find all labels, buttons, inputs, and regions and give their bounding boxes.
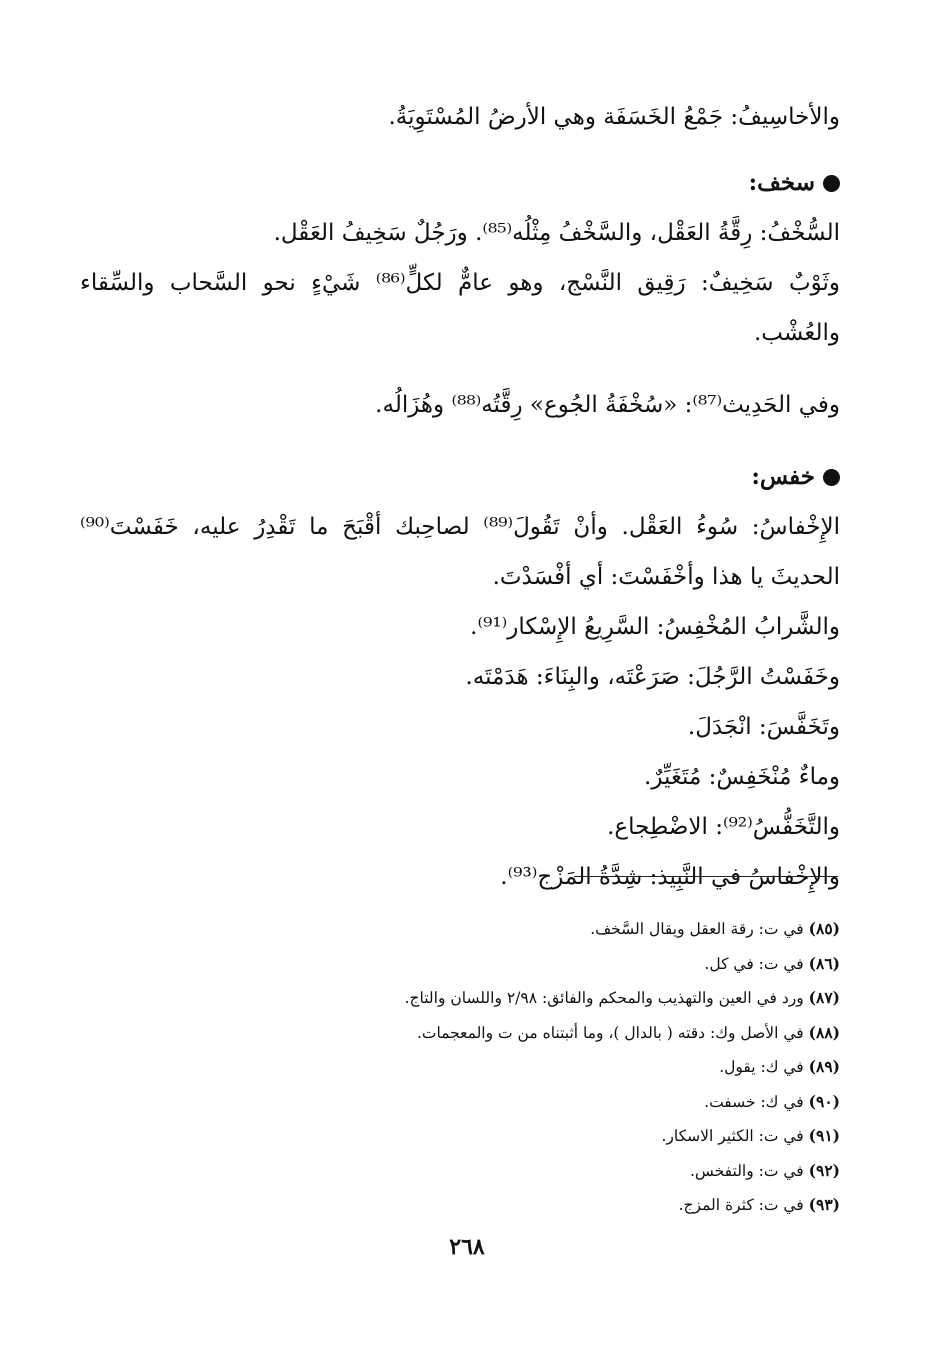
footnote-text: في الأصل وك: دقته ( بالدال )، وما أثبتناه من ت والمعجمات.	[416, 1023, 804, 1042]
footnote-text: في ك: خسفت.	[704, 1092, 804, 1111]
page-number: ٢٦٨	[449, 1234, 485, 1260]
footnote-text: في ت: كثرة المزج.	[678, 1196, 804, 1214]
footnote-number: (٩٠)	[808, 1091, 840, 1111]
text-line: والإِخْفاسُ في النَّبِيذ: شِدَّةُ المَزْج⁽⁹³⁾.	[500, 864, 840, 890]
text-line: والتَّخَفُّسُ⁽⁹²⁾: الاضْطِجاع.	[607, 814, 840, 840]
text-paragraph: وثَوْبٌ سَخِيفٌ: رَقِيق النَّسْج، وهو عامٌّ لكلٍّ⁽⁸⁶⁾ شَيْءٍ نحو السَّحاب والسِّقاء والعُشْب.	[80, 270, 840, 346]
entry-heading	[80, 158, 840, 208]
footnote-divider	[574, 876, 838, 877]
footnote-number: (٨٦)	[808, 953, 840, 973]
text-line: والأخاسِيفُ: جَمْعُ الخَسَفَة وهي الأرضُ المُسْتَوِيَةُ.	[388, 104, 840, 130]
footnote-number: (٩٢)	[808, 1160, 840, 1180]
footnote	[200, 981, 840, 1016]
entry-heading	[80, 452, 840, 502]
heading-label: خفس:	[751, 463, 815, 490]
footnote-number: (٨٧)	[808, 988, 840, 1007]
footnote-text: في ت: والتفخس.	[689, 1161, 804, 1180]
footnote-text: في ت: رقة العقل ويقال السَّخف.	[590, 920, 804, 938]
text-line: وفي الحَدِيث⁽⁸⁷⁾: «سُخْفَةُ الجُوع» رِقَّتُه⁽⁸⁸⁾ وهُزَالُه.	[375, 392, 840, 418]
text-line: وماءٌ مُنْخَفِسٌ: مُتَغَيِّرٌ.	[644, 764, 840, 790]
footnote	[200, 1188, 840, 1223]
main-text	[80, 92, 840, 902]
heading-label: سخف:	[748, 169, 815, 196]
footnote-number: (٨٥)	[808, 919, 840, 938]
footnote-text: في ك: يقول.	[719, 1058, 804, 1076]
footnote-number: (٨٩)	[808, 1057, 840, 1076]
text-line: وتَخَفَّسَ: انْجَدَلَ.	[687, 714, 840, 740]
text-line: والشَّرابُ المُخْفِسُ: السَّرِيعُ الإِسْكار⁽⁹¹⁾.	[470, 614, 840, 640]
footnotes	[200, 912, 840, 1223]
footnote	[200, 1119, 840, 1154]
footnote	[200, 947, 840, 982]
footnote	[200, 1016, 840, 1051]
text-paragraph: الإِخْفاسُ: سُوءُ العَقْل. وأنْ تَقُولَ⁽⁸⁹⁾ لصاحِبك أقْبَحَ ما تَقْدِرُ عليه، خَفَسْتَ⁽⁹⁰⁾ الحديثَ يا هذا وأخْفَسْتَ: أي أفْسَدْتَ.	[80, 514, 841, 590]
footnote-text: في ت: الكثير الاسكار.	[661, 1127, 804, 1145]
text-line: وخَفَسْتُ الرَّجُلَ: صَرَعْتَه، والبِنَاءَ: هَدَمْتَه.	[465, 664, 840, 690]
text-line: السُّخْفُ: رِقَّةُ العَقْل، والسَّخْفُ مِثْلُه⁽⁸⁵⁾. ورَجُلٌ سَخِيفُ العَقْل.	[273, 220, 840, 246]
footnote	[200, 1050, 840, 1085]
bullet-icon	[823, 469, 840, 486]
footnote	[200, 912, 840, 947]
footnote-number: (٩٣)	[808, 1195, 840, 1214]
footnote	[200, 1154, 840, 1189]
footnote	[200, 1085, 840, 1120]
footnote-text: ورد في العين والتهذيب والمحكم والفائق: ٢/٩٨ واللسان والتاج.	[404, 989, 804, 1007]
footnote-text: في ت: في كل.	[704, 954, 804, 973]
bullet-icon	[823, 175, 840, 192]
footnote-number: (٨٨)	[808, 1022, 840, 1042]
footnote-number: (٩١)	[808, 1126, 840, 1145]
